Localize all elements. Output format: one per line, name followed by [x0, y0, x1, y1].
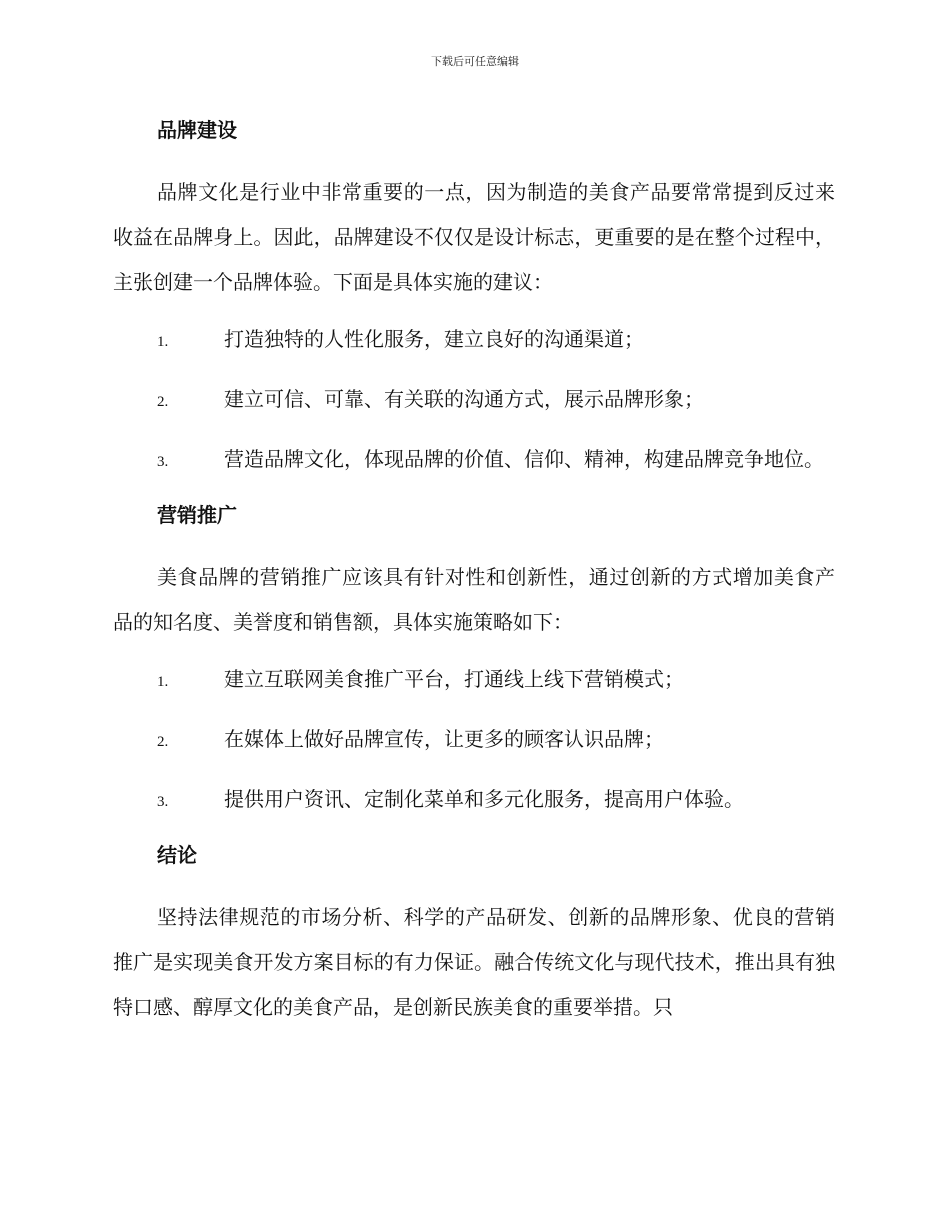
section-heading-brand: 品牌建设 [157, 118, 237, 142]
brand-suggestion-list [113, 317, 835, 485]
list-item-number: 2. [157, 734, 169, 750]
list-item-number: 2. [157, 394, 169, 410]
list-item-number: 3. [157, 454, 169, 470]
marketing-strategy-list [113, 657, 835, 825]
list-item-text: 打造独特的人性化服务，建立良好的沟通渠道； [224, 327, 644, 351]
list-item-text: 在媒体上做好品牌宣传，让更多的顾客认识品牌； [224, 727, 664, 751]
list-item-text: 提供用户资讯、定制化菜单和多元化服务，提高用户体验。 [224, 787, 744, 811]
document-body [113, 112, 835, 1042]
list-item-text: 建立互联网美食推广平台，打通线上线下营销模式； [224, 667, 684, 691]
section-paragraph-marketing: 美食品牌的营销推广应该具有针对性和创新性，通过创新的方式增加美食产品的知名度、美誉度和销售额，具体实施策略如下： [113, 565, 835, 634]
section-paragraph-brand: 品牌文化是行业中非常重要的一点，因为制造的美食产品要常常提到反过来收益在品牌身上。因此，品牌建设不仅仅是设计标志，更重要的是在整个过程中，主张创建一个品牌体验。下面是具体实施的建议： [113, 180, 835, 294]
section-paragraph-conclusion: 坚持法律规范的市场分析、科学的产品研发、创新的品牌形象、优良的营销推广是实现美食开发方案目标的有力保证。融合传统文化与现代技术，推出具有独特口感、醇厚文化的美食产品，是创新民族美食的重要举措。只 [113, 905, 835, 1019]
list-item [113, 377, 835, 425]
list-item [113, 437, 835, 485]
list-item [113, 317, 835, 365]
list-item [113, 717, 835, 765]
list-item-text: 建立可信、可靠、有关联的沟通方式，展示品牌形象； [224, 387, 704, 411]
section-heading-marketing: 营销推广 [157, 503, 237, 527]
list-item-number: 1. [157, 334, 169, 350]
section-heading-conclusion: 结论 [157, 843, 197, 867]
list-item [113, 777, 835, 825]
page-header: 下载后可任意编辑 [431, 55, 519, 68]
list-item-number: 3. [157, 794, 169, 810]
list-item [113, 657, 835, 705]
list-item-number: 1. [157, 674, 169, 690]
list-item-text: 营造品牌文化，体现品牌的价值、信仰、精神，构建品牌竞争地位。 [224, 447, 824, 471]
